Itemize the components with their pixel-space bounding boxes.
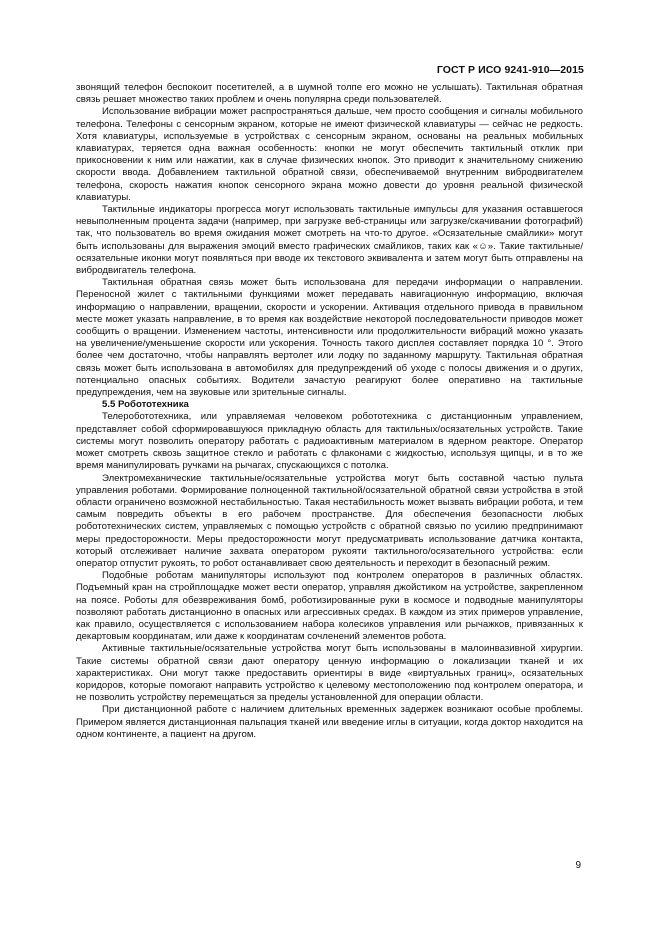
paragraph-5: Телеробототехника, или управляемая человеком робототехника с дистанционным управлением, представляет собой сформировавшуюся прикладную область для тактильных/осязательных устройств. Такие системы могут позволить оператору работать с радиоактивным материалом в ядерном реакторе. Оператор может смотреть сквозь защитное стекло и работать с флаконами с жидкостью, используя щипцы, и в то же время манипулировать ручками на рычагах, спускающихся с потолка. (76, 411, 583, 472)
document-body (76, 82, 583, 741)
section-heading-robotics: 5.5 Робототехника (102, 399, 189, 411)
paragraph-1: звонящий телефон беспокоит посетителей, а в шумной толпе его можно не услышать). Тактильная обратная связь решает множество таких проблем и очень популярна среди пользователей. (76, 82, 583, 106)
paragraph-9: При дистанционной работе с наличием длительных временных задержек возникают особые проблемы. Примером является дистанционная пальпация тканей или введение иглы в ситуации, когда доктор находится на одном континенте, а пациент на другом. (76, 704, 583, 740)
page-number: 9 (575, 860, 581, 871)
paragraph-3: Тактильные индикаторы прогресса могут использовать тактильные импульсы для указания оставшегося невыполненным процента задачи (например, при загрузке веб-страницы или загрузке/скачивании фотографий) так, что пользователь во время ожидания может смотреть на что-то другое. «Осязательные смайлики» могут быть использованы для выражения эмоций вместо графических смайликов, таких как «☺». Такие тактильные/осязательные иконки могут появляться при вводе их текстового эквивалента и затем могут быть отправлены на вибродвигатель телефона. (76, 204, 583, 277)
document-header: ГОСТ Р ИСО 9241-910—2015 (436, 64, 584, 76)
paragraph-4: Тактильная обратная связь может быть использована для передачи информации о направлении. Переносной жилет с тактильными функциями может передавать навигационную информацию, включая информацию о направлении, вращении, скорости и ускорении. Активация отдельного привода в правильном месте может указать направление, в то время как воздействие некоторой последовательности приводов может сообщить о вращении. Изменением частоты, интенсивности или продолжительности вибраций можно указать на увеличение/уменьшение скорости или ускорения. Точность такого дисплея составляет порядка 10 °. Этого более чем достаточно, чтобы направлять вертолет или лодку по заданному маршруту. Тактильная обратная связь может быть использована в автомобилях для предупреждений об уходе с полосы движения и о других, потенциально опасных событиях. Водители зачастую реагируют более оперативно на тактильные предупреждения, чем на звуковые или зрительные сигналы. (76, 277, 583, 399)
paragraph-6: Электромеханические тактильные/осязательные устройства могут быть составной частью пульта управления роботами. Формирование полноценной тактильной/осязательной обратной связи устройства в этой области ограничено возможной нестабильностью. Такая нестабильность может вызвать вибрации робота, и тем самым повредить объекты в его рабочем пространстве. Для обеспечения безопасности любых робототехнических систем, управляемых с помощью устройств с обратной связью по усилию предпринимают меры предосторожности. Меры предосторожности могут предусматривать использование датчика контакта, который отслеживает наличие захвата оператором рукояти тактильного/осязательного устройства: если оператор отпустит рукоять, то робот останавливает свою деятельность и переходит в безопасный режим. (76, 472, 583, 569)
paragraph-8: Активные тактильные/осязательные устройства могут быть использованы в малоинвазивной хирургии. Такие системы обратной связи дают оператору ценную информацию о локализации тканей и их характеристиках. Они могут также предоставить ориентиры в виде «виртуальных границ», осязательных коридоров, которые помогают направить устройство к целевому местоположению под контролем оператора, и не позволить устройству перемещаться за пределы установленной для операции области. (76, 643, 583, 704)
paragraph-7: Подобные роботам манипуляторы используют под контролем операторов в различных областях. Подъемный кран на стройплощадке может вести оператор, управляя джойстиком на устройстве, закрепленном на поясе. Роботы для обезвреживания бомб, роботизированные руки в космосе и подводные манипуляторы позволяют работать дистанционно в опасных или агрессивных средах. В каждом из этих примеров управление, как правило, осуществляется с использованием набора колесиков управления или рычажков, привязанных к декартовым координатам, или даже к координатам сочленений элементов робота. (76, 570, 583, 643)
paragraph-2: Использование вибрации может распространяться дальше, чем просто сообщения и сигналы мобильного телефона. Телефоны с сенсорным экраном, которые не имеют физической клавиатуры — сейчас не редкость. Хотя клавиатуры, используемые в устройствах с сенсорным экраном, основаны на реальных мобильных клавиатурах, теряется одна важная особенность: кнопки не могут обеспечить тактильный отклик при прикосновении к ним или нажатии, как в случае физических кнопок. Это приводит к значительному снижению скорости ввода. Добавлением тактильной обратной связи, обеспечиваемой внутренним вибродвигателем телефона, скорость нажатия кнопок сенсорного экрана можно довести до уровня реальной физической клавиатуры. (76, 106, 583, 203)
